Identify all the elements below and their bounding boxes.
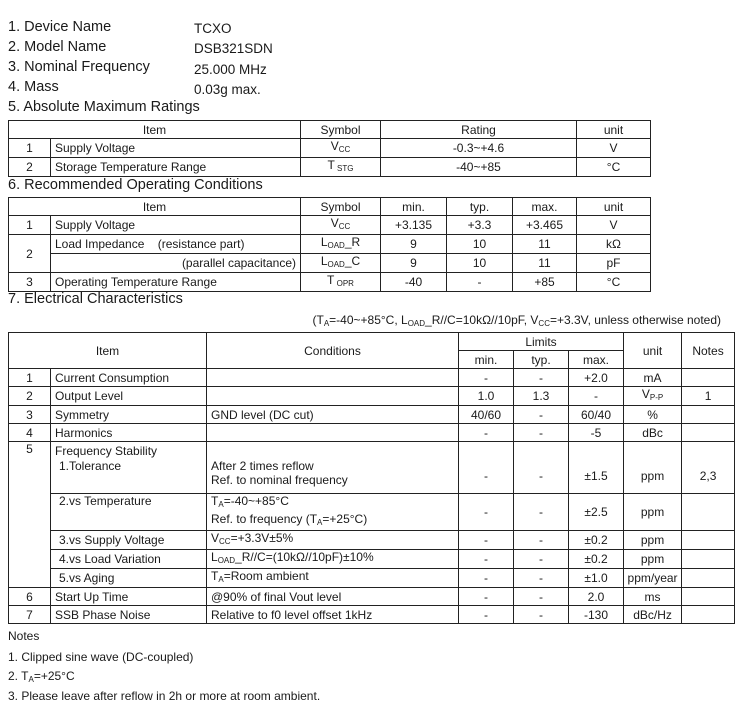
item-cell: (parallel capacitance): [51, 254, 301, 273]
table-row: [9, 254, 651, 273]
spec-label-nominal-frequency: 3. Nominal Frequency: [8, 59, 150, 75]
table-row: [9, 273, 651, 292]
symbol-cell: $V_{CC}$: [301, 139, 381, 158]
table-row: [9, 569, 735, 588]
notes-cell: [682, 531, 735, 550]
notes-title: Notes: [8, 629, 40, 643]
unit-cell: dBc: [624, 424, 682, 442]
min-cell: -: [459, 588, 514, 606]
conditions-cell: GND level (DC cut): [207, 406, 459, 424]
conditions-cell: [207, 459, 459, 494]
item-cell: Load Impedance (resistance part): [51, 235, 301, 254]
header-unit: unit: [577, 198, 651, 216]
max-cell: +2.0: [569, 369, 624, 387]
conditions-line: Ref. to frequency $(T_A=+25^\circ C)$: [211, 512, 368, 527]
min-cell: 40/60: [459, 406, 514, 424]
symbol-cell: $L_{OAD}\_R$: [301, 235, 381, 254]
table-row: [9, 442, 735, 460]
header-unit: unit: [624, 333, 682, 369]
symbol-cell: T $_{STG}$: [301, 158, 381, 177]
table-header-row: [9, 121, 651, 139]
min-cell: -: [459, 424, 514, 442]
notes-cell: [682, 550, 735, 569]
header-symbol: Symbol: [301, 198, 381, 216]
typ-cell: -: [514, 369, 569, 387]
row-number: 7: [9, 606, 51, 624]
table-row: [9, 369, 735, 387]
max-cell: [569, 442, 624, 460]
typ-cell: [514, 442, 569, 460]
conditions-cell: [207, 494, 459, 531]
section-heading-amr: 5. Absolute Maximum Ratings: [8, 99, 200, 115]
conditions-cell: $T_A=Room$ ambient: [207, 569, 459, 588]
table-row: [9, 216, 651, 235]
notes-cell: [682, 588, 735, 606]
max-cell: +3.465: [513, 216, 577, 235]
table-row: [9, 494, 735, 531]
max-cell: +85: [513, 273, 577, 292]
header-notes: Notes: [682, 333, 735, 369]
row-number: 4: [9, 424, 51, 442]
typ-cell: -: [514, 424, 569, 442]
typ-cell: -: [514, 550, 569, 569]
item-cell: SSB Phase Noise: [51, 606, 207, 624]
header-unit: unit: [577, 121, 651, 139]
spec-value-nominal-frequency: 25.000 MHz: [194, 62, 267, 77]
unit-cell: °C: [577, 273, 651, 292]
typ-cell: -: [514, 459, 569, 494]
conditions-cell: @90% of final Vout level: [207, 588, 459, 606]
item-cell: 4.vs Load Variation: [51, 550, 207, 569]
header-max: max.: [569, 351, 624, 369]
row-number: 3: [9, 406, 51, 424]
item-cell: Current Consumption: [51, 369, 207, 387]
typ-cell: 1.3: [514, 387, 569, 406]
item-cell: 5.vs Aging: [51, 569, 207, 588]
table-row: [9, 531, 735, 550]
max-cell: -: [569, 387, 624, 406]
symbol-cell: $L_{OAD}\_C$: [301, 254, 381, 273]
max-cell: ±1.5: [569, 459, 624, 494]
notes-cell: [682, 369, 735, 387]
note-item: 2. $T_A=+25^\circ C$: [8, 669, 75, 684]
min-cell: 1.0: [459, 387, 514, 406]
rating-cell: -40~+85: [381, 158, 577, 177]
typ-cell: 10: [447, 254, 513, 273]
min-cell: -: [459, 494, 514, 531]
ec-condition-note: ($T_A=-40\sim+85^\circ C$, $L_{OAD}\_R//C=10k\Omega//10pF$, $V_{CC}=+3.3V$, unless otherwise noted): [312, 313, 721, 328]
max-cell: ±2.5: [569, 494, 624, 531]
notes-cell: [682, 606, 735, 624]
notes-cell: [682, 442, 735, 460]
item-cell: Operating Temperature Range: [51, 273, 301, 292]
min-cell: -: [459, 459, 514, 494]
typ-cell: +3.3: [447, 216, 513, 235]
table-row: [9, 588, 735, 606]
header-conditions: Conditions: [207, 333, 459, 369]
unit-cell: %: [624, 406, 682, 424]
item-cell: Frequency Stability: [51, 442, 207, 460]
spec-label-mass: 4. Mass: [8, 79, 59, 95]
ec-table: [8, 332, 735, 624]
notes-cell: [682, 569, 735, 588]
conditions-line: After 2 times reflow: [211, 459, 314, 473]
header-typ: typ.: [514, 351, 569, 369]
row-number: 2: [9, 158, 51, 177]
conditions-cell: Relative to f0 level offset 1kHz: [207, 606, 459, 624]
header-typ: typ.: [447, 198, 513, 216]
min-cell: 9: [381, 254, 447, 273]
min-cell: -: [459, 369, 514, 387]
table-row: [9, 158, 651, 177]
max-cell: -130: [569, 606, 624, 624]
max-cell: 11: [513, 254, 577, 273]
row-number: 2: [9, 387, 51, 406]
item-cell: 3.vs Supply Voltage: [51, 531, 207, 550]
min-cell: 9: [381, 235, 447, 254]
item-cell: Start Up Time: [51, 588, 207, 606]
item-cell: Symmetry: [51, 406, 207, 424]
unit-cell: $V_{P-P}$: [624, 387, 682, 406]
typ-cell: -: [447, 273, 513, 292]
typ-cell: 10: [447, 235, 513, 254]
unit-cell: pF: [577, 254, 651, 273]
unit-cell: kΩ: [577, 235, 651, 254]
max-cell: -5: [569, 424, 624, 442]
spec-value-device-name: TCXO: [194, 21, 232, 36]
conditions-cell: $V_{CC}=+3.3V\pm 5\%$: [207, 531, 459, 550]
conditions-line: Ref. to nominal frequency: [211, 473, 348, 487]
unit-cell: [624, 442, 682, 460]
spec-label-device-name: 1. Device Name: [8, 19, 112, 35]
row-number: 5: [9, 442, 51, 588]
conditions-cell: [207, 442, 459, 460]
notes-cell: 1: [682, 387, 735, 406]
conditions-cell: [207, 369, 459, 387]
item-cell: Storage Temperature Range: [51, 158, 301, 177]
typ-cell: -: [514, 569, 569, 588]
table-row: [9, 406, 735, 424]
max-cell: ±0.2: [569, 531, 624, 550]
header-item: Item: [9, 198, 301, 216]
unit-cell: ppm: [624, 494, 682, 531]
typ-cell: -: [514, 531, 569, 550]
unit-cell: ms: [624, 588, 682, 606]
header-symbol: Symbol: [301, 121, 381, 139]
typ-cell: -: [514, 606, 569, 624]
item-cell: 2.vs Temperature: [51, 494, 207, 531]
conditions-line: $T_A=-40\sim+85^\circ C$: [211, 494, 289, 509]
max-cell: ±1.0: [569, 569, 624, 588]
unit-cell: °C: [577, 158, 651, 177]
max-cell: 60/40: [569, 406, 624, 424]
spec-label-model-name: 2. Model Name: [8, 39, 107, 55]
note-item: 3. Please leave after reflow in 2h or more at room ambient.: [8, 689, 321, 703]
table-header-row: [9, 198, 651, 216]
item-cell: Supply Voltage: [51, 139, 301, 158]
item-cell: Supply Voltage: [51, 216, 301, 235]
conditions-cell: [207, 424, 459, 442]
table-row: [9, 139, 651, 158]
symbol-cell: $V_{CC}$: [301, 216, 381, 235]
max-cell: ±0.2: [569, 550, 624, 569]
header-max: max.: [513, 198, 577, 216]
notes-cell: [682, 494, 735, 531]
max-cell: 11: [513, 235, 577, 254]
section-heading-roc: 6. Recommended Operating Conditions: [8, 177, 263, 193]
symbol-cell: T $_{OPR}$: [301, 273, 381, 292]
table-row: [9, 235, 651, 254]
min-cell: -: [459, 606, 514, 624]
header-min: min.: [381, 198, 447, 216]
conditions-cell: [207, 387, 459, 406]
unit-cell: ppm: [624, 531, 682, 550]
conditions-cell: $L_{OAD}\_R//C=(10k\Omega//10pF)\pm 10\%$: [207, 550, 459, 569]
table-row: [9, 424, 735, 442]
table-row: [9, 550, 735, 569]
unit-cell: ppm/year: [624, 569, 682, 588]
max-cell: 2.0: [569, 588, 624, 606]
row-number: 3: [9, 273, 51, 292]
row-number: 1: [9, 216, 51, 235]
header-min: min.: [459, 351, 514, 369]
table-row: [9, 606, 735, 624]
row-number: 1: [9, 139, 51, 158]
row-number: 1: [9, 369, 51, 387]
notes-cell: [682, 424, 735, 442]
row-number: 6: [9, 588, 51, 606]
unit-cell: dBc/Hz: [624, 606, 682, 624]
amr-table: [8, 120, 651, 177]
min-cell: [459, 442, 514, 460]
section-heading-ec: 7. Electrical Characteristics: [8, 291, 183, 307]
unit-cell: V: [577, 216, 651, 235]
min-cell: -: [459, 550, 514, 569]
typ-cell: -: [514, 494, 569, 531]
notes-cell: 2,3: [682, 459, 735, 494]
min-cell: -: [459, 531, 514, 550]
table-row: [9, 459, 735, 494]
table-row: [9, 387, 735, 406]
header-rating: Rating: [381, 121, 577, 139]
rating-cell: -0.3~+4.6: [381, 139, 577, 158]
table-header-row: [9, 333, 735, 351]
unit-cell: ppm: [624, 459, 682, 494]
header-item: Item: [9, 121, 301, 139]
spec-value-mass: 0.03g max.: [194, 82, 261, 97]
item-cell: Harmonics: [51, 424, 207, 442]
min-cell: -40: [381, 273, 447, 292]
unit-cell: mA: [624, 369, 682, 387]
note-item: 1. Clipped sine wave (DC-coupled): [8, 650, 194, 664]
header-limits: Limits: [459, 333, 624, 351]
min-cell: +3.135: [381, 216, 447, 235]
unit-cell: V: [577, 139, 651, 158]
typ-cell: -: [514, 406, 569, 424]
row-number: 2: [9, 235, 51, 273]
item-cell: Output Level: [51, 387, 207, 406]
spec-value-model-name: DSB321SDN: [194, 41, 273, 56]
header-item: Item: [9, 333, 207, 369]
item-cell: 1.Tolerance: [51, 459, 207, 494]
typ-cell: -: [514, 588, 569, 606]
min-cell: -: [459, 569, 514, 588]
roc-table: [8, 197, 651, 292]
notes-cell: [682, 406, 735, 424]
unit-cell: ppm: [624, 550, 682, 569]
